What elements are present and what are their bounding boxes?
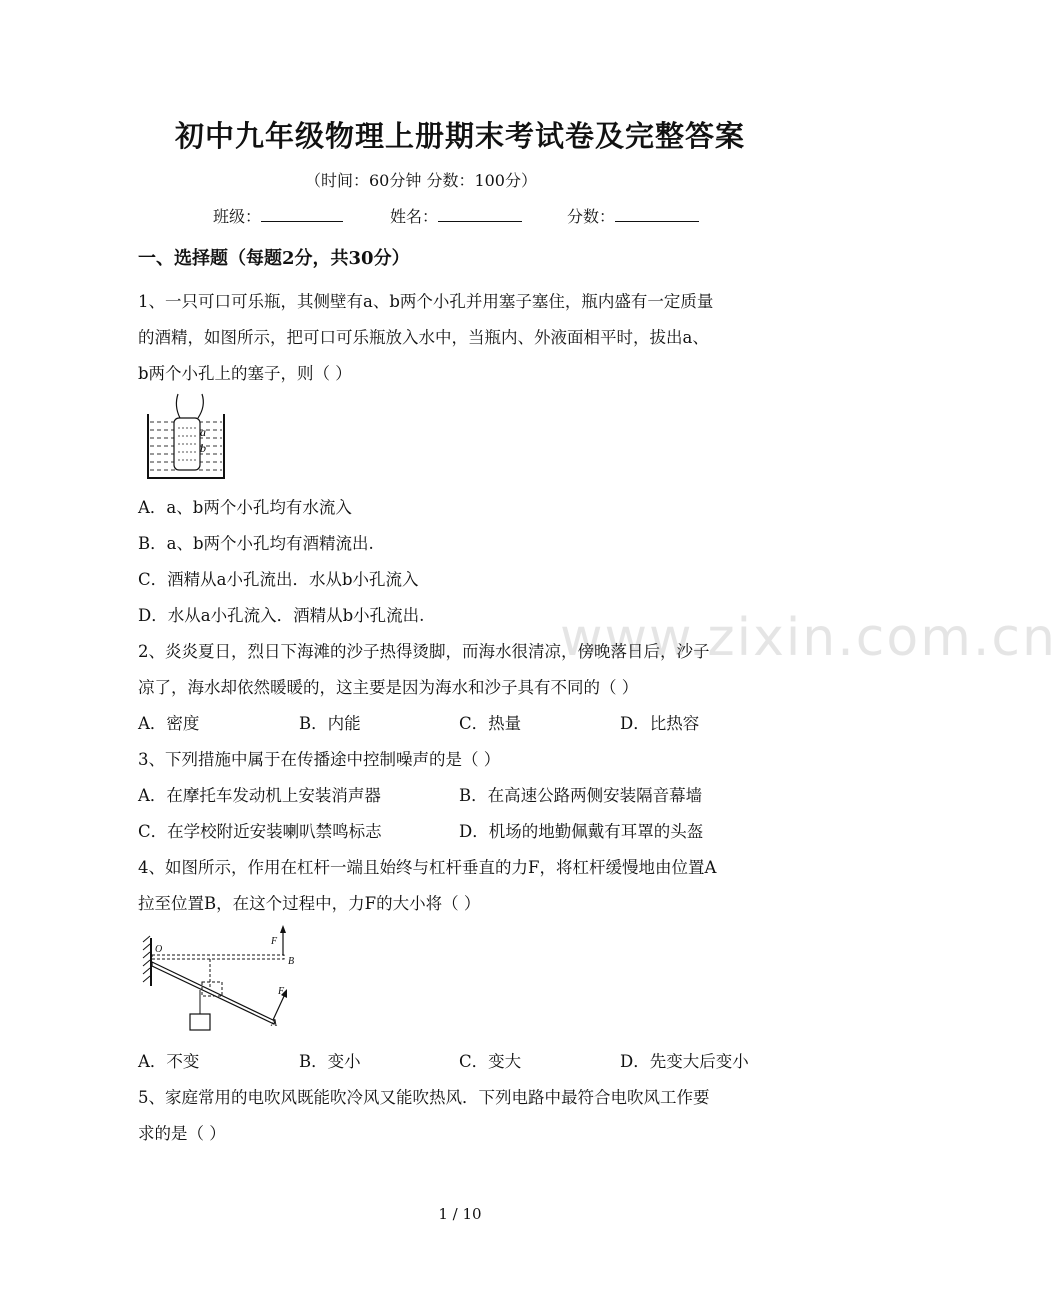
lever-position-a — [152, 962, 275, 1024]
q2-option-d[interactable]: D．比热容 — [620, 714, 700, 733]
class-field — [213, 204, 343, 227]
q1-option-d[interactable]: D．水从a小孔流入．酒精从b小孔流出. — [138, 606, 425, 625]
lever-figure — [140, 922, 310, 1034]
label-B: B — [288, 956, 295, 967]
q1-line-3: b两个小孔上的塞子，则（ ） — [138, 364, 352, 383]
q2-option-c[interactable]: C．热量 — [459, 714, 522, 733]
q2-option-a[interactable]: A．密度 — [138, 714, 200, 733]
page-title: 初中九年级物理上册期末考试卷及完整答案 — [174, 119, 745, 153]
q3-option-a[interactable]: A．在摩托车发动机上安装消声器 — [138, 786, 381, 805]
q5-line-2: 求的是（ ） — [138, 1124, 226, 1143]
q1-option-c[interactable]: C．酒精从a小孔流出．水从b小孔流入 — [138, 570, 419, 589]
q2-option-b[interactable]: B．内能 — [299, 714, 361, 733]
label-b: b — [200, 441, 206, 455]
label-O: O — [155, 944, 163, 955]
class-blank[interactable] — [261, 207, 343, 222]
q1-line-2: 的酒精，如图所示，把可口可乐瓶放入水中，当瓶内、外液面相平时，拔出a、 — [138, 328, 709, 347]
label-F-top: F — [271, 936, 278, 947]
name-blank[interactable] — [438, 207, 522, 222]
time-score-line: （时间：60分钟 分数：100分） — [305, 171, 537, 190]
q4-option-b[interactable]: B．变小 — [299, 1052, 361, 1071]
q2-line-2: 凉了，海水却依然暖暖的，这主要是因为海水和沙子具有不同的（ ） — [138, 678, 639, 697]
q3-option-d[interactable]: D．机场的地勤佩戴有耳罩的头盔 — [459, 822, 704, 841]
label-a: a — [200, 425, 206, 439]
weight-block — [190, 1014, 210, 1030]
q5-line-1: 5、家庭常用的电吹风既能吹冷风又能吹热风．下列电路中最符合电吹风工作要 — [138, 1088, 710, 1107]
q4-line-1: 4、如图所示，作用在杠杆一端且始终与杠杆垂直的力F，将杠杆缓慢地由位置A — [138, 858, 717, 877]
q4-option-c[interactable]: C．变大 — [459, 1052, 522, 1071]
q3-option-b[interactable]: B．在高速公路两侧安装隔音幕墙 — [459, 786, 703, 805]
lever-position-b — [152, 955, 284, 959]
name-field — [390, 204, 522, 227]
q3-option-c[interactable]: C．在学校附近安装喇叭禁鸣标志 — [138, 822, 382, 841]
score-label: 分数： — [567, 207, 616, 226]
class-label: 班级： — [213, 207, 262, 226]
q4-option-d[interactable]: D．先变大后变小 — [620, 1052, 749, 1071]
page-number: 1 / 10 — [438, 1205, 482, 1223]
bottle-in-water-figure — [140, 392, 230, 484]
name-label: 姓名： — [390, 207, 439, 226]
q1-line-1: 1、一只可口可乐瓶，其侧壁有a、b两个小孔并用塞子塞住，瓶内盛有一定质量 — [138, 292, 714, 311]
q4-line-2: 拉至位置B，在这个过程中，力F的大小将（ ） — [138, 894, 481, 913]
q1-option-a[interactable]: A．a、b两个小孔均有水流入 — [138, 498, 352, 517]
q3-line-1: 3、下列措施中属于在传播途中控制噪声的是（ ） — [138, 750, 501, 769]
score-blank[interactable] — [615, 207, 699, 222]
q1-option-b[interactable]: B．a、b两个小孔均有酒精流出. — [138, 534, 374, 553]
label-F-bottom: F — [278, 986, 285, 997]
watermark: www.zixin.com.cn — [560, 608, 1057, 668]
section-heading: 一、选择题（每题2分，共30分） — [138, 248, 410, 269]
q4-option-a[interactable]: A．不变 — [138, 1052, 200, 1071]
q2-line-1: 2、炎炎夏日，烈日下海滩的沙子热得烫脚，而海水很清凉，傍晚落日后，沙子 — [138, 642, 710, 661]
label-A: A — [271, 1018, 278, 1029]
score-field — [567, 204, 699, 227]
